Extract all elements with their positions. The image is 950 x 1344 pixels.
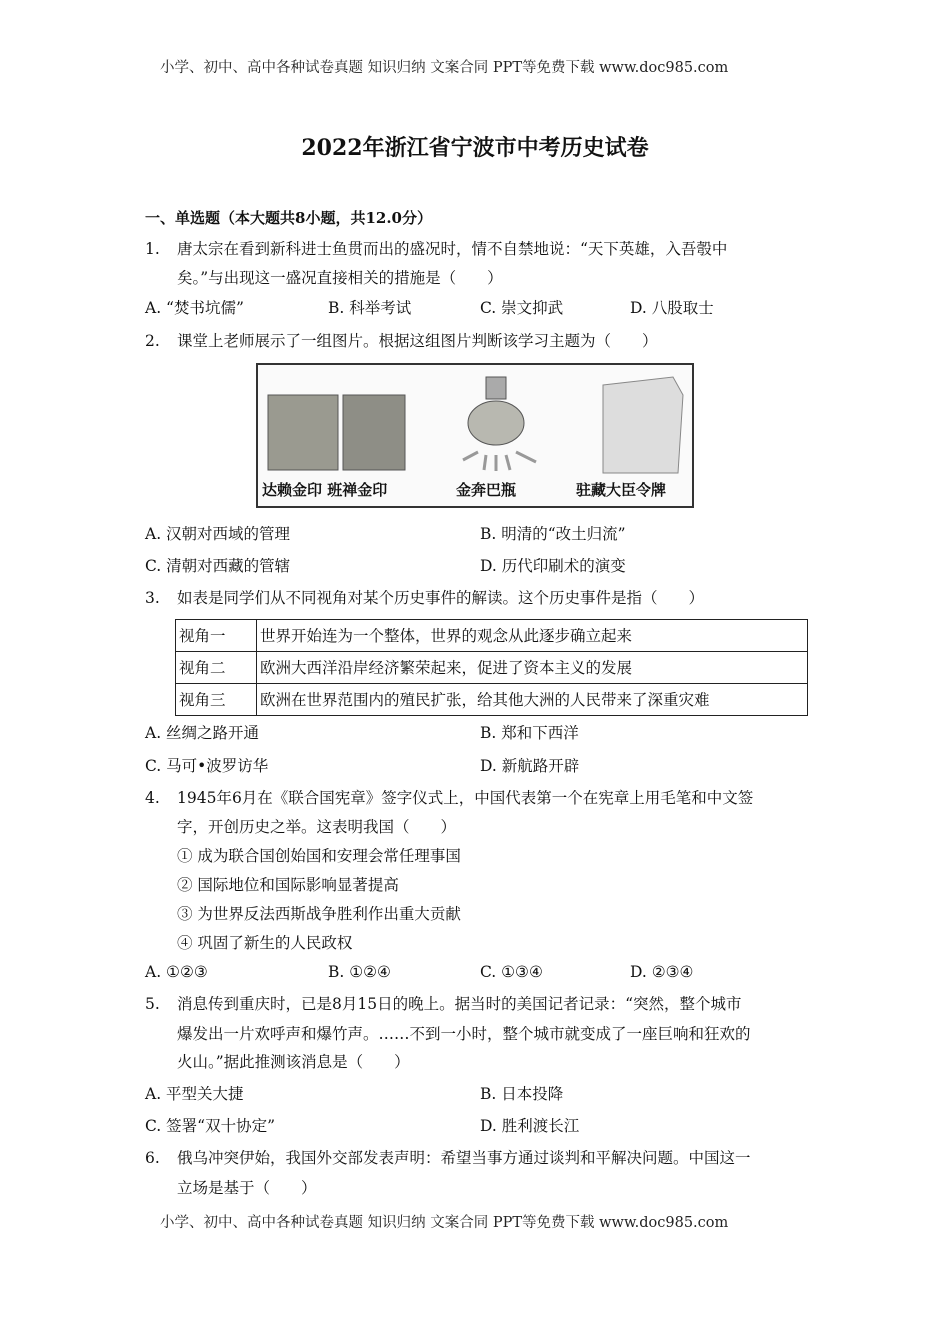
q2-option-a: A. 汉朝对西域的管理 [145, 525, 291, 543]
q4-number: 4. [145, 789, 160, 807]
q3-text: 如表是同学们从不同视角对某个历史事件的解读。这个历史事件是指（ ） [177, 589, 705, 607]
q1-text: 矣。”与出现这一盛况直接相关的措施是（ ） [177, 269, 503, 287]
q1-option-a: A. “焚书坑儒” [145, 299, 244, 317]
q5-option-c: C. 签署“双十协定” [145, 1117, 276, 1135]
q6-number: 6. [145, 1149, 160, 1167]
table-cell: 视角一 [176, 620, 257, 652]
q4-option-a: A. ①②③ [145, 963, 208, 981]
table-row [176, 620, 808, 652]
q4-statement: ① 成为联合国创始国和安理会常任理事国 [177, 847, 461, 865]
table-cell: 欧洲在世界范围内的殖民扩张，给其他大洲的人民带来了深重灾难 [257, 684, 808, 716]
q6-text: 立场是基于（ ） [177, 1179, 317, 1197]
q2-figure [256, 363, 694, 508]
q1-option-d: D. 八股取士 [630, 299, 714, 317]
q5-option-d: D. 胜利渡长江 [480, 1117, 580, 1135]
q3-option-d: D. 新航路开辟 [480, 757, 580, 775]
table-cell: 世界开始连为一个整体，世界的观念从此逐步确立起来 [257, 620, 808, 652]
caption-seals: 达赖金印 班禅金印 [262, 481, 388, 499]
section-heading: 一、单选题（本大题共8小题，共12.0分） [145, 209, 432, 227]
q2-option-b: B. 明清的“改土归流” [480, 525, 626, 543]
q6-text: 俄乌冲突伊始，我国外交部发表声明：希望当事方通过谈判和平解决问题。中国这一 [177, 1149, 751, 1167]
table-row [176, 652, 808, 684]
q4-option-c: C. ①③④ [480, 963, 543, 981]
q5-option-b: B. 日本投降 [480, 1085, 564, 1103]
q2-number: 2. [145, 332, 160, 350]
q2-option-c: C. 清朝对西藏的管辖 [145, 557, 291, 575]
caption-amban-token: 驻藏大臣令牌 [576, 481, 667, 499]
q5-number: 5. [145, 995, 160, 1013]
q5-text: 爆发出一片欢呼声和爆竹声。……不到一小时，整个城市就变成了一座巨响和狂欢的 [177, 1025, 751, 1043]
q4-text: 字，开创历史之举。这表明我国（ ） [177, 818, 457, 836]
table-cell: 视角三 [176, 684, 257, 716]
caption-golden-urn: 金奔巴瓶 [456, 481, 517, 499]
page-footer: 小学、初中、高中各种试卷真题 知识归纳 文案合同 PPT等免费下载 www.doc985.com [160, 1215, 729, 1231]
q1-number: 1. [145, 240, 160, 258]
q4-text: 1945年6月在《联合国宪章》签字仪式上，中国代表第一个在宪章上用毛笔和中文签 [177, 789, 754, 807]
table-row [176, 684, 808, 716]
q4-statement: ② 国际地位和国际影响显著提高 [177, 876, 399, 894]
q3-option-b: B. 郑和下西洋 [480, 724, 579, 742]
table-cell: 视角二 [176, 652, 257, 684]
q3-number: 3. [145, 589, 160, 607]
q1-option-c: C. 崇文抑武 [480, 299, 564, 317]
q2-text: 课堂上老师展示了一组图片。根据这组图片判断该学习主题为（ ） [177, 332, 658, 350]
q5-text: 火山。”据此推测该消息是（ ） [177, 1053, 410, 1071]
q3-table [175, 619, 808, 716]
page-title: 2022年浙江省宁波市中考历史试卷 [301, 135, 649, 161]
page-header: 小学、初中、高中各种试卷真题 知识归纳 文案合同 PPT等免费下载 www.doc985.com [160, 60, 729, 76]
q4-statement: ④ 巩固了新生的人民政权 [177, 934, 353, 952]
q2-option-d: D. 历代印刷术的演变 [480, 557, 626, 575]
q4-option-b: B. ①②④ [328, 963, 391, 981]
q1-option-b: B. 科举考试 [328, 299, 412, 317]
q1-text: 唐太宗在看到新科进士鱼贯而出的盛况时，情不自禁地说：“天下英雄，入吾彀中 [177, 240, 728, 258]
q5-option-a: A. 平型关大捷 [145, 1085, 244, 1103]
table-cell: 欧洲大西洋沿岸经济繁荣起来，促进了资本主义的发展 [257, 652, 808, 684]
q3-option-c: C. 马可•波罗访华 [145, 757, 269, 775]
q3-option-a: A. 丝绸之路开通 [145, 724, 260, 742]
q4-statement: ③ 为世界反法西斯战争胜利作出重大贡献 [177, 905, 461, 923]
artifact-images [258, 365, 692, 475]
q4-option-d: D. ②③④ [630, 963, 694, 981]
q5-text: 消息传到重庆时，已是8月15日的晚上。据当时的美国记者记录：“突然，整个城市 [177, 995, 742, 1013]
